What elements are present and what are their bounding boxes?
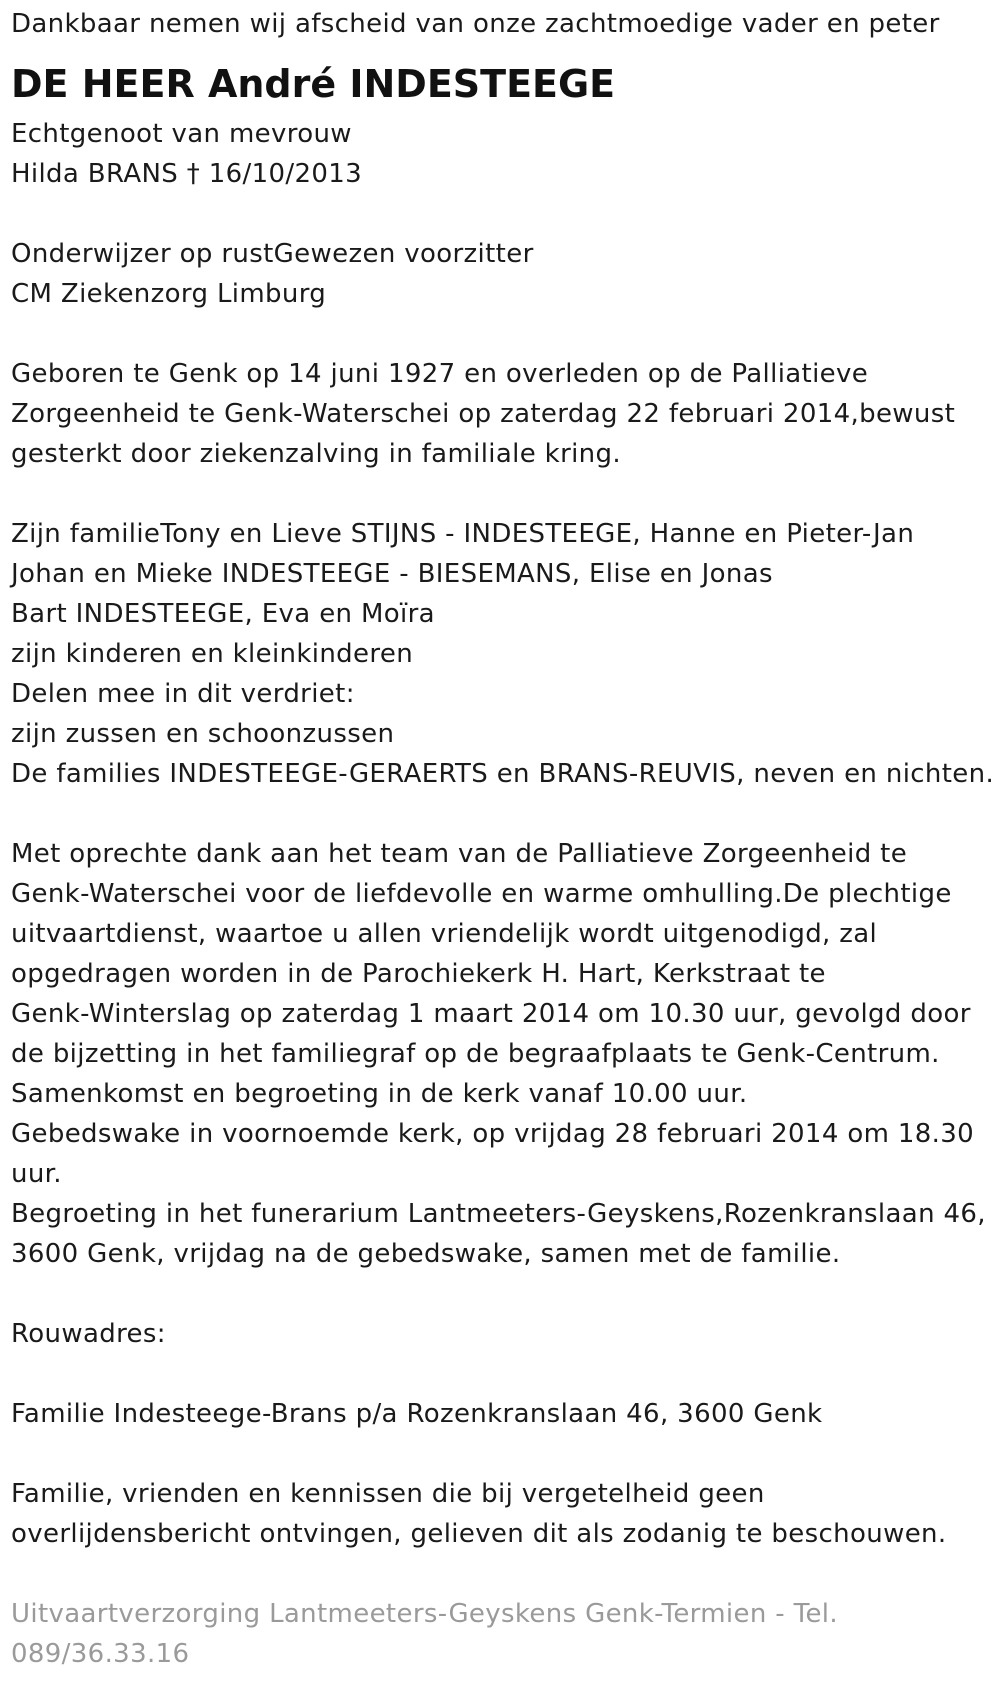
deceased-name: DE HEER André INDESTEEGE bbox=[11, 62, 616, 106]
ceremony-line: Gebedswake in voornoemde kerk, op vrijdag 28 februari 2014 om 18.30 bbox=[11, 1119, 975, 1149]
spacer bbox=[11, 194, 989, 234]
family-line: Delen mee in dit verdriet: bbox=[11, 679, 355, 709]
spacer bbox=[11, 314, 989, 354]
spacer bbox=[11, 1434, 989, 1474]
birth-death-line: Geboren te Genk op 14 juni 1927 en overleden op de Palliatieve bbox=[11, 359, 869, 389]
spacer bbox=[11, 794, 989, 834]
spouse-line-1: Echtgenoot van mevrouw bbox=[11, 119, 352, 149]
spouse-line-2: Hilda BRANS † 16/10/2013 bbox=[11, 159, 363, 189]
family-line: De families INDESTEEGE-GERAERTS en BRANS-REUVIS, neven en nichten. bbox=[11, 759, 995, 789]
mourning-address: Familie Indesteege-Brans p/a Rozenkranslaan 46, 3600 Genk bbox=[11, 1399, 823, 1429]
ceremony-line: 3600 Genk, vrijdag na de gebedswake, samen met de familie. bbox=[11, 1239, 841, 1269]
spacer bbox=[11, 1354, 989, 1394]
ceremony-line: uitvaartdienst, waartoe u allen vriendelijk wordt uitgenodigd, zal bbox=[11, 919, 878, 949]
funeral-director-phone: 089/36.33.16 bbox=[11, 1639, 190, 1669]
intro-text: Dankbaar nemen wij afscheid van onze zachtmoedige vader en peter bbox=[11, 9, 940, 39]
ceremony-line: Genk-Winterslag op zaterdag 1 maart 2014 om 10.30 uur, gevolgd door bbox=[11, 999, 971, 1029]
family-line: Zijn familieTony en Lieve STIJNS - INDESTEEGE, Hanne en Pieter-Jan bbox=[11, 519, 915, 549]
spacer bbox=[11, 1274, 989, 1314]
funeral-director-line: Uitvaartverzorging Lantmeeters-Geyskens Genk-Termien - Tel. bbox=[11, 1599, 838, 1629]
birth-death-line: Zorgeenheid te Genk-Waterschei op zaterdag 22 februari 2014,bewust bbox=[11, 399, 956, 429]
ceremony-line: opgedragen worden in de Parochiekerk H. Hart, Kerkstraat te bbox=[11, 959, 826, 989]
notice-line: overlijdensbericht ontvingen, gelieven dit als zodanig te beschouwen. bbox=[11, 1519, 947, 1549]
family-line: zijn zussen en schoonzussen bbox=[11, 719, 395, 749]
function-line: CM Ziekenzorg Limburg bbox=[11, 279, 327, 309]
ceremony-line: Samenkomst en begroeting in de kerk vanaf 10.00 uur. bbox=[11, 1079, 748, 1109]
function-line: Onderwijzer op rustGewezen voorzitter bbox=[11, 239, 534, 269]
address-label: Rouwadres: bbox=[11, 1319, 166, 1349]
spacer bbox=[11, 474, 989, 514]
ceremony-line: uur. bbox=[11, 1159, 62, 1189]
ceremony-line: Genk-Waterschei voor de liefdevolle en warme omhulling.De plechtige bbox=[11, 879, 952, 909]
ceremony-line: Met oprechte dank aan het team van de Palliatieve Zorgeenheid te bbox=[11, 839, 908, 869]
family-line: zijn kinderen en kleinkinderen bbox=[11, 639, 414, 669]
birth-death-line: gesterkt door ziekenzalving in familiale kring. bbox=[11, 439, 621, 469]
family-line: Bart INDESTEEGE, Eva en Moïra bbox=[11, 599, 435, 629]
ceremony-line: Begroeting in het funerarium Lantmeeters-Geyskens,Rozenkranslaan 46, bbox=[11, 1199, 986, 1229]
spacer bbox=[11, 1554, 989, 1594]
family-line: Johan en Mieke INDESTEEGE - BIESEMANS, Elise en Jonas bbox=[11, 559, 773, 589]
notice-line: Familie, vrienden en kennissen die bij vergetelheid geen bbox=[11, 1479, 765, 1509]
ceremony-line: de bijzetting in het familiegraf op de begraafplaats te Genk-Centrum. bbox=[11, 1039, 940, 1069]
